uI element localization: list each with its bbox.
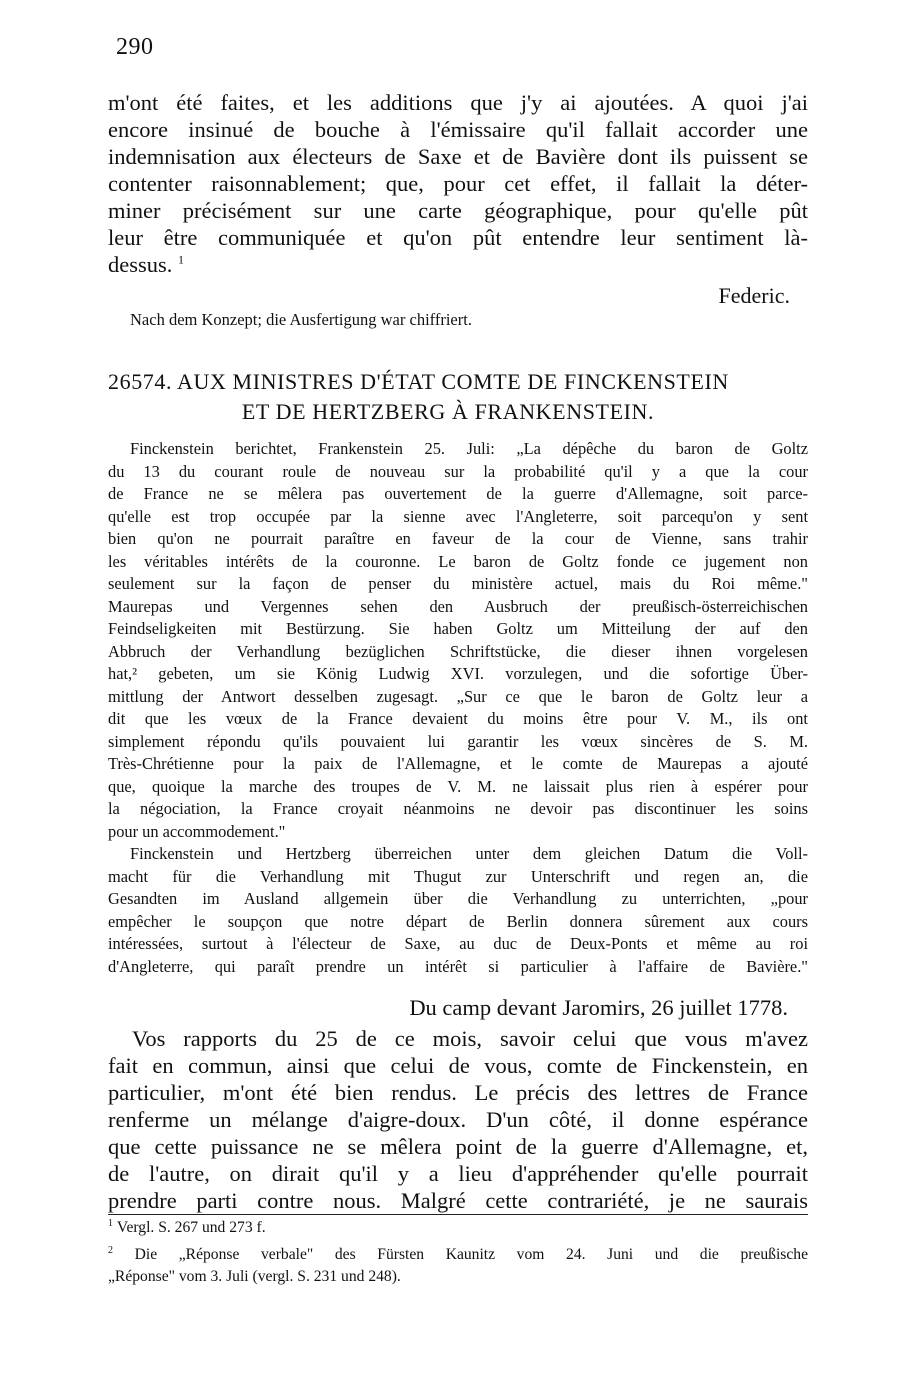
footnote-1 — [108, 1217, 808, 1239]
summary-line: Très-Chrétienne pour la paix de l'Allemagne, et le comte de Maurepas a ajouté — [108, 754, 808, 773]
text-line: encore insinué de bouche à l'émissaire qu'il fallait accorder une — [108, 117, 808, 142]
text-line: indemnisation aux électeurs de Saxe et de Bavière dont ils puissent se — [108, 144, 808, 169]
text-line: miner précisément sur une carte géographique, pour qu'elle pût — [108, 198, 808, 223]
body-line: Vos rapports du 25 de ce mois, savoir celui que vous m'avez — [132, 1026, 808, 1051]
footnote-divider — [108, 1214, 808, 1215]
summary-line: simplement répondu qu'ils pouvaient lui garantir les vœux sincères de S. M. — [108, 731, 808, 751]
summary-line: d'Angleterre, qui paraît prendre un intérêt si particulier à l'affaire de Bavière." — [108, 956, 808, 976]
body-line: que cette puissance ne se mêlera point de la guerre d'Allemagne, et, — [108, 1134, 808, 1159]
footnote-text: Vergl. S. 267 und 273 f. — [116, 1219, 266, 1236]
summary-line: Maurepas und Vergennes sehen den Ausbruch der preußisch-österreichischen — [108, 596, 808, 616]
footnote-marker: 2 — [108, 1244, 113, 1256]
text-line: m'ont été faites, et les additions que j'y ai ajoutées. A quoi j'ai — [108, 90, 808, 115]
summary-line: qu'elle est trop occupée par la sienne avec l'Angleterre, soit parcequ'on y sent — [108, 506, 808, 526]
summary-line: Finckenstein berichtet, Frankenstein 25. Juli: „La dépêche du baron de Goltz — [130, 439, 808, 458]
footnote-line — [108, 1217, 808, 1239]
footnote-marker: 1 — [108, 1217, 113, 1229]
page-number: 290 — [116, 34, 154, 60]
text-line-last — [108, 251, 808, 278]
letter-heading — [108, 367, 808, 427]
summary-line: bien qu'on ne pourrait paraître en faveur de la cour de Vienne, sans trahir — [108, 529, 808, 548]
body-line: fait en commun, ainsi que celui de vous, comte de Finckenstein, en — [108, 1053, 808, 1078]
dateline: Du camp devant Jaromirs, 26 juillet 1778. — [409, 995, 788, 1020]
summary-line: de France ne se mêlera pas ouvertement de la guerre d'Allemagne, soit parce- — [108, 484, 808, 503]
summary-line: Abbruch der Verhandlung bezüglichen Schriftstücke, die dieser ihnen vorgelesen — [108, 641, 808, 661]
summary-line: Gesandten im Ausland allgemein über die Verhandlung zu unterrichten, „pour — [108, 889, 808, 908]
summary-line: la négociation, la France croyait néanmoins ne devoir pas discontinuer les soins — [108, 799, 808, 818]
summary-line: empêcher le soupçon que notre départ de Berlin donnera sûrement aux cours — [108, 911, 808, 931]
summary-line: macht für die Verhandlung mit Thugut zur Unterschrift und regen an, die — [108, 866, 808, 886]
footnote-line — [108, 1244, 808, 1266]
summary-paragraph-2 — [108, 843, 808, 978]
body-line: particulier, m'ont été bien rendus. Le précis des lettres de France — [108, 1080, 808, 1105]
heading-line-2: ET DE HERTZBERG À FRANKENSTEIN. — [241, 399, 655, 424]
summary-line: du 13 du courant roule de nouveau sur la probabilité qu'il y a que la cour — [108, 461, 808, 481]
summary-line: hat,² gebeten, um sie König Ludwig XVI. vorzulegen, und die sofortige Über- — [108, 664, 808, 683]
text-line: leur être communiquée et qu'on pût entendre leur sentiment là- — [108, 225, 808, 250]
footnote-text: Die „Réponse verbale" des Fürsten Kaunitz vom 24. Juni und die preußische — [134, 1246, 808, 1263]
summary-line: les véritables intérêts de la couronne. Le baron de Goltz fonde ce jugement non — [108, 551, 808, 571]
summary-line: dit que les vœux de la France devaient du moins être pour V. M., ils ont — [108, 709, 808, 728]
summary-line: Finckenstein und Hertzberg überreichen unter dem gleichen Datum die Voll- — [130, 844, 808, 863]
body-line: renferme un mélange d'aigre-doux. D'un côté, il donne espérance — [108, 1107, 808, 1132]
source-note: Nach dem Konzept; die Ausfertigung war chiffriert. — [130, 310, 472, 329]
summary-line: que, quoique la marche des troupes de V. M. ne laissait plus rien à espérer pour — [108, 776, 808, 796]
summary-line: seulement sur la façon de penser du ministère actuel, mais du Roi même." — [108, 574, 808, 593]
signature: Federic. — [718, 283, 790, 308]
body-line: prendre parti contre nous. Malgré cette contrariété, je ne saurais — [108, 1188, 808, 1213]
letter-body — [108, 1025, 808, 1214]
body-line: de l'autre, on dirait qu'il y a lieu d'appréhender qu'elle pourrait — [108, 1161, 808, 1186]
text-fragment: dessus. — [108, 252, 173, 277]
text-line: contenter raisonnablement; que, pour cet effet, il fallait la déter- — [108, 171, 808, 196]
summary-line: intéressées, surtout à l'électeur de Saxe, au duc de Deux-Ponts et même au roi — [108, 934, 808, 953]
intro-paragraph — [108, 89, 808, 278]
summary-line-last: pour un accommodement." — [108, 821, 286, 841]
summary-paragraph-1 — [108, 438, 808, 843]
footnote-line: „Réponse" vom 3. Juli (vergl. S. 231 und 248). — [108, 1268, 401, 1285]
footnote-ref: 1 — [178, 252, 185, 267]
summary-line: mittlung der Antwort desselben zugesagt. „Sur ce que le baron de Goltz leur a — [108, 686, 808, 706]
heading-line-1: 26574. AUX MINISTRES D'ÉTAT COMTE DE FINCKENSTEIN — [108, 369, 729, 394]
summary-line: Feindseligkeiten mit Bestürzung. Sie haben Goltz um Mitteilung der auf den — [108, 619, 808, 638]
footnote-2 — [108, 1244, 808, 1288]
